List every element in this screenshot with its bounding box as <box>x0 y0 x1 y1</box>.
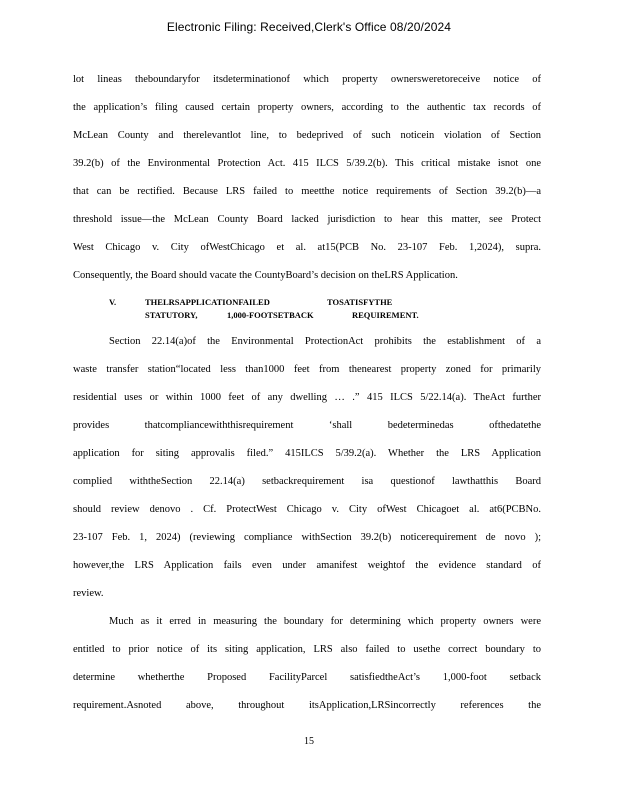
text-line: requirement.Asnoted above, throughout itsApplication,LRSincorrectly references the <box>73 700 541 711</box>
text-line: should review denovo . Cf. ProtectWest Chicago v. City ofWest Chicagoet al. at6(PCBNo. <box>73 504 541 515</box>
text-line: application for siting approvalis filed.” 415ILCS 5/39.2(a). Whether the LRS Application <box>73 448 541 459</box>
text-line: review. <box>73 588 104 599</box>
text-line: Section 22.14(a)of the Environmental ProtectionAct prohibits the establishment of a <box>109 336 541 347</box>
text-line: the application’s filing caused certain property owners, according to the authentic tax records of <box>73 102 541 113</box>
section-heading-line2-c: REQUIREMENT. <box>352 310 419 320</box>
document-body <box>73 72 541 726</box>
section-number: V. <box>109 297 117 307</box>
text-line: lot lineas theboundaryfor itsdeterminationof which property ownersweretoreceive notice of <box>73 74 541 85</box>
paragraph-notice-jurisdiction <box>73 72 541 296</box>
text-line: 23-107 Feb. 1, 2024) (reviewing compliance withSection 39.2(b) noticerequirement de novo ); <box>73 532 541 543</box>
text-line: West Chicago v. City ofWestChicago et al. at15(PCB No. 23-107 Feb. 1,2024), supra. <box>73 242 541 253</box>
text-line: threshold issue—the McLean County Board lacked jurisdiction to hear this matter, see Protect <box>73 214 541 225</box>
section-heading-line1-right: TOSATISFYTHE <box>327 297 393 307</box>
text-line: residential uses or within 1000 feet of any dwelling … .” 415 ILCS 5/22.14(a). TheAct further <box>73 392 541 403</box>
text-line: provides thatcompliancewiththisrequirement ‘shall bedeterminedas ofthedatethe <box>73 420 541 431</box>
paragraph-setback-law <box>73 334 541 614</box>
text-line: however,the LRS Application fails even under amanifest weightof the evidence standard of <box>73 560 541 571</box>
text-line: Much as it erred in measuring the boundary for determining which property owners were <box>109 616 541 627</box>
page-number: 15 <box>304 736 314 747</box>
section-heading-line2-b: 1,000-FOOTSETBACK <box>227 310 314 320</box>
section-heading-line1-left: THELRSAPPLICATIONFAILED <box>145 297 270 307</box>
text-line: McLean County and therelevantlot line, to bedeprived of such noticein violation of Section <box>73 130 541 141</box>
text-line: that can be rectified. Because LRS failed to meetthe notice requirements of Section 39.2(b)—a <box>73 186 541 197</box>
text-line: waste transfer station“located less than1000 feet from thenearest property zoned for primarily <box>73 364 541 375</box>
text-line: entitled to prior notice of its siting application, LRS also failed to usethe correct boundary to <box>73 644 541 655</box>
text-line: 39.2(b) of the Environmental Protection Act. 415 ILCS 5/39.2(b). This critical mistake isnot one <box>73 158 541 169</box>
electronic-filing-stamp: Electronic Filing: Received,Clerk's Office 08/20/2024 <box>166 20 452 34</box>
text-line: Consequently, the Board should vacate the CountyBoard’s decision on theLRS Application. <box>73 270 458 281</box>
paragraph-boundary-error <box>73 614 541 726</box>
text-line: complied withtheSection 22.14(a) setbackrequirement isa questionof lawthatthis Board <box>73 476 541 487</box>
text-line: determine whetherthe Proposed FacilityParcel satisfiedtheAct’s 1,000-foot setback <box>73 672 541 683</box>
section-heading-line2-a: STATUTORY, <box>145 310 198 320</box>
section-heading <box>73 296 541 334</box>
